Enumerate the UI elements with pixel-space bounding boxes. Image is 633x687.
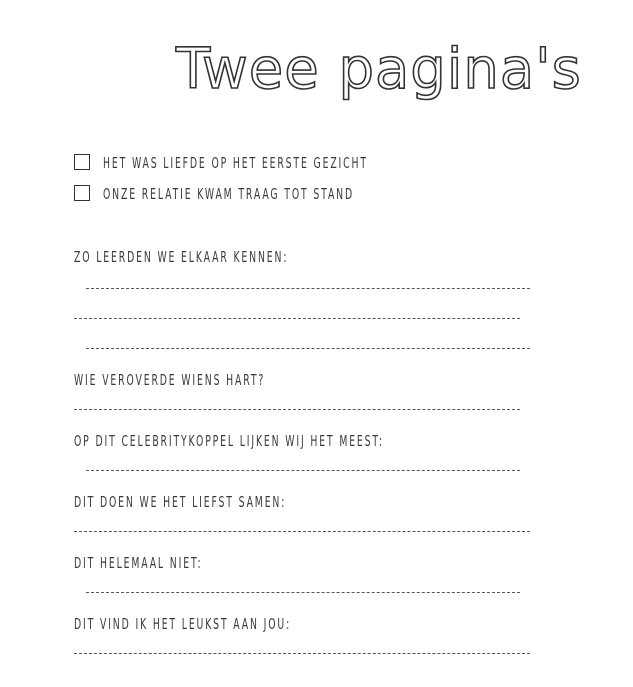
answer-line[interactable] (86, 470, 520, 471)
answer-line[interactable] (74, 531, 530, 532)
answer-line[interactable] (74, 318, 520, 319)
question-who-won-whose-heart: WIE VEROVERDE WIENS HART? (74, 371, 266, 389)
page-title: Twee pagina's (176, 37, 582, 102)
question-not-at-all: DIT HELEMAAL NIET: (74, 554, 203, 572)
answer-line[interactable] (86, 288, 530, 289)
checkbox-love-at-first-sight[interactable] (74, 152, 394, 174)
answer-line[interactable] (74, 653, 530, 654)
answer-line[interactable] (74, 409, 520, 410)
question-what-i-like-most: DIT VIND IK HET LEUKST AAN JOU: (74, 615, 292, 633)
answer-line[interactable] (86, 592, 520, 593)
checkbox-label: HET WAS LIEFDE OP HET EERSTE GEZICHT (103, 154, 368, 172)
question-favorite-together: DIT DOEN WE HET LIEFST SAMEN: (74, 493, 287, 511)
question-celebrity-couple: OP DIT CELEBRITYKOPPEL LIJKEN WIJ HET MEEST: (74, 432, 384, 450)
checkbox-square-icon[interactable] (74, 185, 90, 201)
checkbox-label: ONZE RELATIE KWAM TRAAG TOT STAND (103, 185, 355, 203)
answer-line[interactable] (86, 348, 530, 349)
question-how-we-met: ZO LEERDEN WE ELKAAR KENNEN: (74, 248, 289, 266)
checkbox-square-icon[interactable] (74, 154, 90, 170)
checkbox-slow-relationship[interactable] (74, 183, 394, 205)
